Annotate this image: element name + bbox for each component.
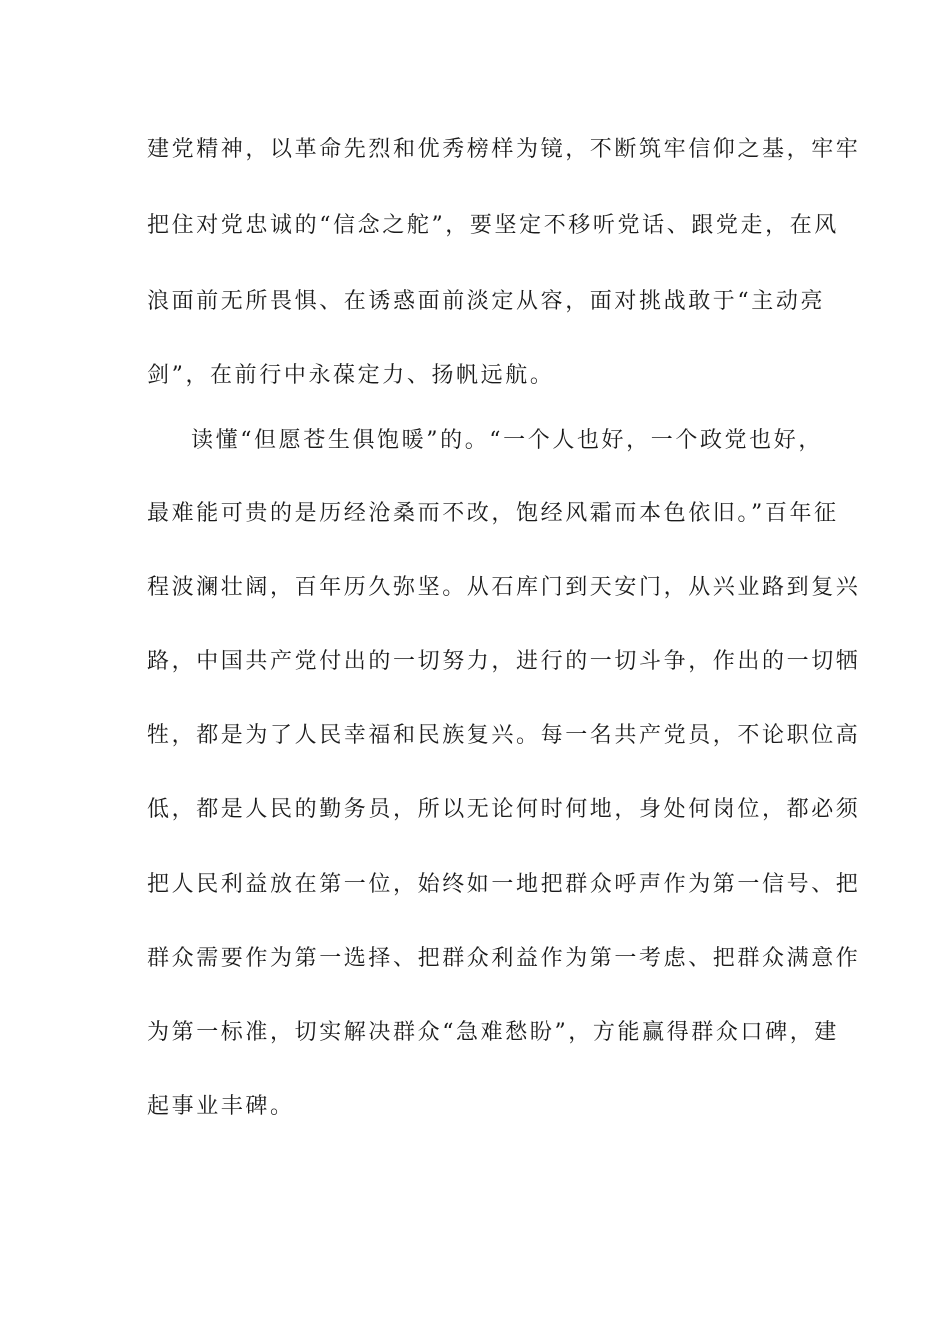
paragraph-line: 牲，都是为了人民幸福和民族复兴。每一名共产党员，不论职位高 bbox=[147, 723, 861, 748]
paragraph-line: 建党精神，以革命先烈和优秀榜样为镜，不断筑牢信仰之基，牢牢 bbox=[147, 137, 861, 162]
paragraph-line: 程波澜壮阔，百年历久弥坚。从石库门到天安门，从兴业路到复兴 bbox=[147, 575, 861, 600]
paragraph-line: 低，都是人民的勤务员，所以无论何时何地，身处何岗位，都必须 bbox=[147, 797, 861, 822]
paragraph-line: 浪面前无所畏惧、在诱惑面前淡定从容，面对挑战敢于“主动亮 bbox=[147, 289, 826, 314]
paragraph-line: 群众需要作为第一选择、把群众利益作为第一考虑、把群众满意作 bbox=[147, 946, 861, 971]
paragraph-line: 为第一标准，切实解决群众“急难愁盼”，方能赢得群众口碑，建 bbox=[147, 1020, 839, 1045]
paragraph-line: 剑”，在前行中永葆定力、扬帆远航。 bbox=[147, 363, 555, 388]
paragraph-line: 读懂“但愿苍生俱饱暖”的。“一个人也好，一个政党也好， bbox=[191, 428, 823, 453]
paragraph-line: 把人民利益放在第一位，始终如一地把群众呼声作为第一信号、把 bbox=[147, 872, 861, 897]
paragraph-line: 起事业丰碑。 bbox=[147, 1094, 295, 1119]
paragraph-line: 最难能可贵的是历经沧桑而不改，饱经风霜而本色依旧。”百年征 bbox=[147, 501, 839, 526]
paragraph-line: 路，中国共产党付出的一切努力，进行的一切斗争，作出的一切牺 bbox=[147, 649, 861, 674]
paragraph-line: 把住对党忠诚的“信念之舵”，要坚定不移听党话、跟党走，在风 bbox=[147, 213, 839, 238]
